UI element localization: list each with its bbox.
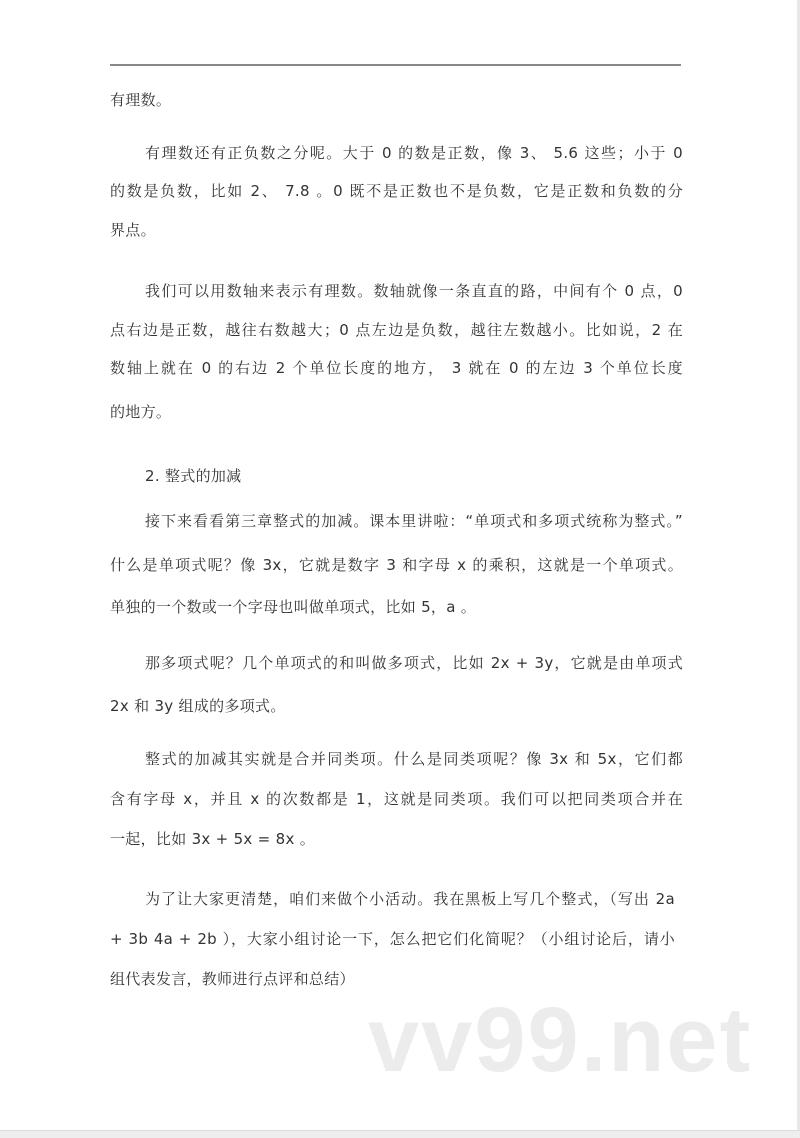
text-line: 界点。 xyxy=(110,221,156,239)
text-line: 那多项式呢？几个单项式的和叫做多项式，比如 2x + 3y，它就是由单项式 xyxy=(145,654,683,672)
text-line: 有理数。 xyxy=(110,91,172,109)
text-line: 组代表发言，教师进行点评和总结） xyxy=(110,970,355,988)
header-rule xyxy=(110,64,681,66)
text-line: 为了让大家更清楚，咱们来做个小活动。我在黑板上写几个整式，（写出 2a xyxy=(145,890,675,908)
watermark: vv99.net xyxy=(368,989,753,1091)
text-line: 点右边是正数，越往右数越大；0 点左边是负数，越往左数越小。比如说，2 在 xyxy=(110,321,683,339)
text-line: 单独的一个数或一个字母也叫做单项式，比如 5，a 。 xyxy=(110,598,477,616)
text-line: 接下来看看第三章整式的加减。课本里讲啦：“单项式和多项式统称为整式。” xyxy=(145,512,683,530)
text-line: 含有字母 x，并且 x 的次数都是 1，这就是同类项。我们可以把同类项合并在 xyxy=(110,790,683,808)
text-line: 的地方。 xyxy=(110,403,172,421)
section-heading: 2. 整式的加减 xyxy=(145,467,242,485)
text-line: 数轴上就在 0 的右边 2 个单位长度的地方， 3 就在 0 的左边 3 个单位长度 xyxy=(110,359,683,377)
text-line: 整式的加减其实就是合并同类项。什么是同类项呢？像 3x 和 5x，它们都 xyxy=(145,750,683,768)
text-line: 有理数还有正负数之分呢。大于 0 的数是正数，像 3、 5.6 这些；小于 0 xyxy=(145,144,683,162)
text-line: 什么是单项式呢？像 3x，它就是数字 3 和字母 x 的乘积，这就是一个单项式。 xyxy=(110,556,683,574)
text-line: 我们可以用数轴来表示有理数。数轴就像一条直直的路，中间有个 0 点，0 xyxy=(145,282,683,300)
text-line: 一起，比如 3x + 5x = 8x 。 xyxy=(110,830,316,848)
text-line: 2x 和 3y 组成的多项式。 xyxy=(110,697,286,715)
text-line: + 3b 4a + 2b ），大家小组讨论一下，怎么把它们化简呢？（小组讨论后，请小 xyxy=(110,930,675,948)
text-line: 的数是负数，比如 2、 7.8 。0 既不是正数也不是负数，它是正数和负数的分 xyxy=(110,182,683,200)
